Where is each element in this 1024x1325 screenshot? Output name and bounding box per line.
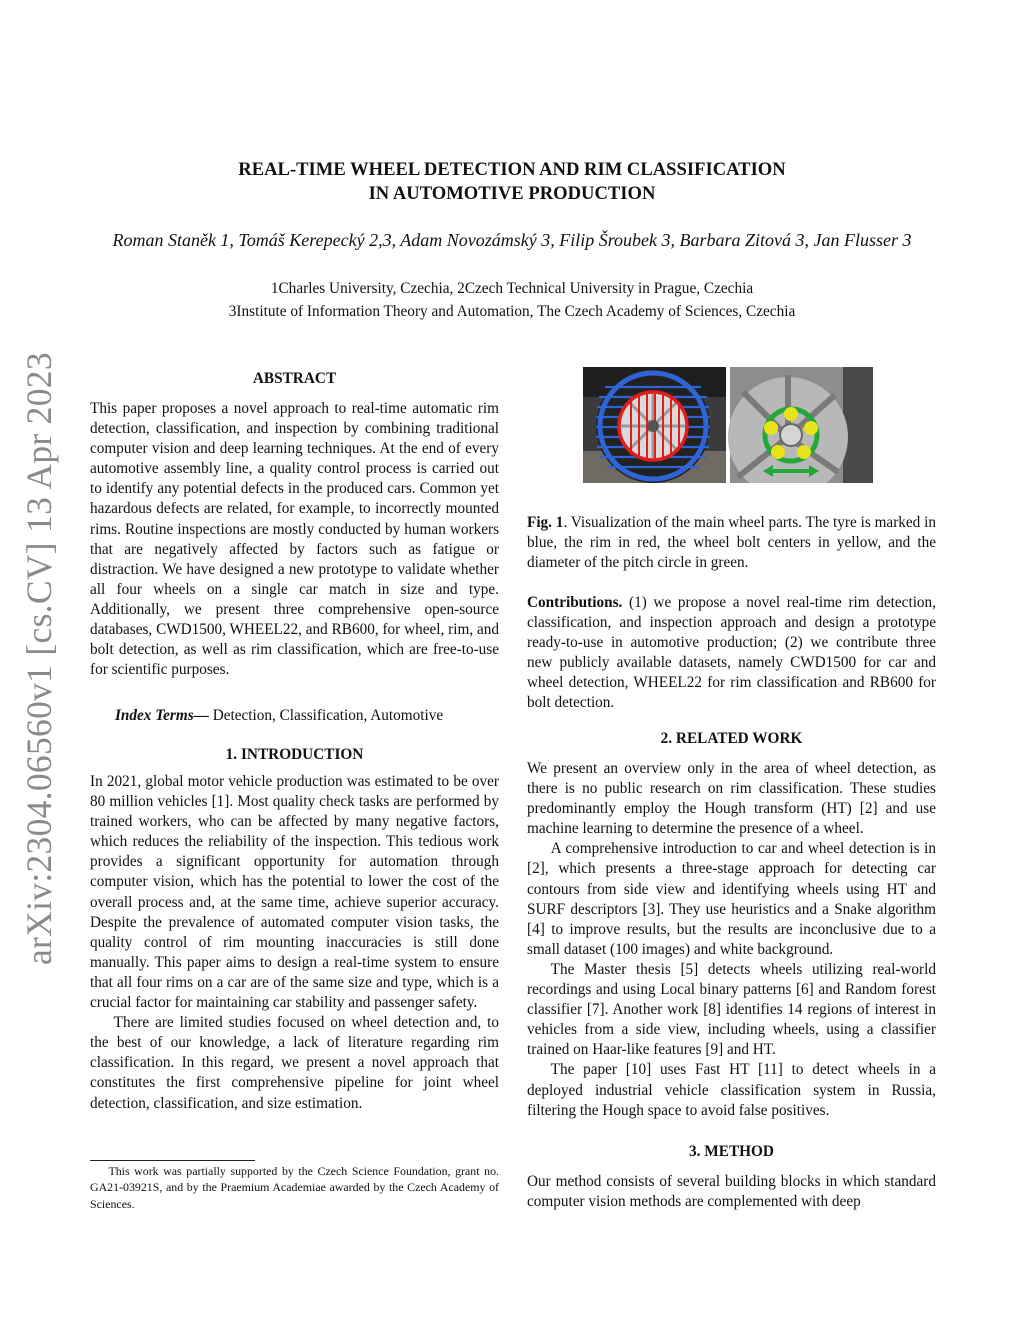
author-list: Roman Staněk 1, Tomáš Kerepecký 2,3, Adam Novozámský 3, Filip Šroubek 3, Barbara Zitová 3, Jan Flusser 3 [112, 230, 912, 250]
title-line-1: REAL-TIME WHEEL DETECTION AND RIM CLASSIFICATION [238, 159, 786, 180]
arxiv-identifier[interactable]: arXiv:2304.06560v1 [cs.CV] 13 Apr 2023 [19, 352, 59, 965]
related-paragraph-4: The paper [10] uses Fast HT [11] to detect wheels in a deployed industrial vehicle classification system in Russia, filtering the Hough space to avoid false positives. [527, 1061, 936, 1119]
method-heading: 3. METHOD [689, 1143, 774, 1160]
related-work-body [527, 759, 936, 1121]
figure-panel-tyre-rim [583, 367, 726, 483]
contributions-block [527, 593, 936, 714]
affiliation-1: 1Charles University, Czechia, 2Czech Technical University in Prague, Czechia [270, 280, 754, 297]
figure-panel-bolts-pitch [728, 367, 873, 483]
title-line-2: IN AUTOMOTIVE PRODUCTION [368, 183, 656, 204]
intro-paragraph-2: There are limited studies focused on wheel detection and, to the best of our knowledge, a lack of literature regarding rim classification. In this regard, we present a novel approach that constitutes the first comprehensive pipeline for joint wheel detection, classification, and size estimation. [90, 1014, 499, 1112]
contributions-label: Contributions. [527, 594, 623, 611]
related-paragraph-3: The Master thesis [5] detects wheels utilizing real-world recordings and using Local binary patterns [6] and Random forest classifier [7]. Another work [8] identifies 14 regions of interest in vehicles from a side view, including wheels, using a classifier trained on Haar-like features [9] and HT. [527, 960, 936, 1059]
index-terms [90, 706, 499, 726]
abstract-body [90, 399, 499, 680]
footnote-text: This work was partially supported by the Czech Science Foundation, grant no. GA21-03921S, and by the Praemium Academiae awarded by the Czech Academy of Sciences. [90, 1164, 499, 1211]
related-paragraph-1: We present an overview only in the area of wheel detection, as there is no public research on rim classification. These studies predominantly employ the Hough transform (HT) [2] and use machine learning to determine the presence of a wheel. [527, 760, 936, 838]
abstract-text: This paper proposes a novel approach to real-time automatic rim detection, classification, and inspection by combining traditional computer vision and deep learning techniques. At the end of every automotive assembly line, a quality control process is carried out to identify any potential defects in the produced cars. Common yet hazardous defects are related, for example, to incorrectly mounted rims. Routine inspections are mostly conducted by human workers that are negatively affected by factors such as fatigue or distraction. We have designed a new prototype to validate whether all four wheels on a single car match in size and type. Additionally, we present three comprehensive open-source databases, CWD1500, WHEEL22, and RB600, for wheel, rim, and bolt detection, as well as rim classification, which are free-to-use for scientific purposes. [90, 400, 499, 679]
contributions-text: (1) we propose a novel real-time rim detection, classification, and inspection approach and design a prototype ready-to-use in automotive production; (2) we contribute three new publicly available datasets, namely CWD1500 for car and wheel detection, WHEEL22 for rim classification and RB600 for bolt detection. [527, 594, 936, 712]
related-paragraph-2: A comprehensive introduction to car and wheel detection is in [2], which presents a three-stage approach for detecting car contours from side view and identifying wheels using HT and SURF descriptors [3]. They use heuristics and a Snake algorithm [4] to improve results, but the results are inconclusive due to a small dataset (100 images) and white background. [527, 840, 936, 958]
introduction-heading: 1. INTRODUCTION [225, 746, 364, 763]
figure-wheel-visualization [583, 367, 873, 483]
abstract-heading: ABSTRACT [252, 370, 337, 387]
intro-paragraph-1: In 2021, global motor vehicle production was estimated to be over 80 million vehicles [1]. Most quality check tasks are performed by trained workers, who can be affected by many negative factors, which reduces the reliability of the inspection. This tedious work provides a significant opportunity for automation through computer vision, which has the potential to lower the cost of the overall process and, at the same time, achieve superior accuracy. Despite the prevalence of automated computer vision tasks, the quality control of rim mounting inaccuracies is still done manually. This paper aims to design a real-time system to ensure that all four rims on a car are of the same size and type, which is a crucial factor for maintaining car stability and passenger safety. [90, 773, 499, 1012]
footnote-divider [90, 1160, 255, 1161]
paper-title [130, 158, 894, 206]
affiliation-2: 3Institute of Information Theory and Automation, The Czech Academy of Sciences, Czechia [228, 303, 796, 320]
index-terms-label: Index Terms— [115, 707, 209, 724]
footnote [90, 1163, 499, 1212]
method-body [527, 1172, 936, 1212]
figure-caption [527, 513, 936, 573]
method-text: Our method consists of several building blocks in which standard computer vision methods are complemented with deep [527, 1173, 936, 1211]
related-work-heading: 2. RELATED WORK [660, 730, 803, 747]
figure-label: Fig. 1 [527, 514, 564, 531]
introduction-body [90, 772, 499, 1114]
figure-caption-text: . Visualization of the main wheel parts. The tyre is marked in blue, the rim in red, the wheel bolt centers in yellow, and the diameter of the pitch circle in green. [527, 514, 936, 572]
index-terms-text: Detection, Classification, Automotive [212, 707, 444, 724]
